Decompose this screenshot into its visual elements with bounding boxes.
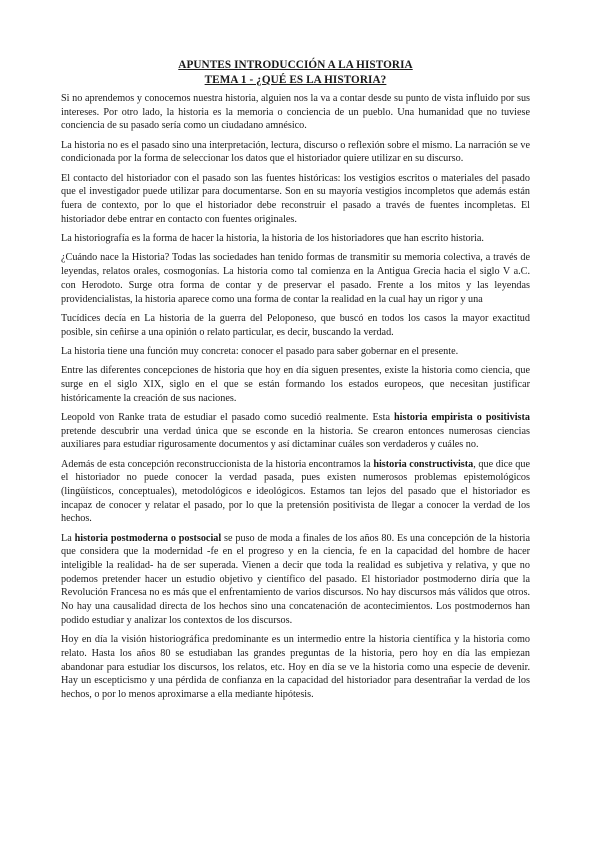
paragraph-11 [61, 532, 530, 628]
paragraph-1: Si no aprendemos y conocemos nuestra historia, alguien nos la va a contar desde su punto de vista influido por sus intereses. Por otro lado, la historia es la memoria o conciencia de un pueblo. Una humanidad que no tuviese conciencia de su pasado sería como un ciudadano amnésico. [61, 93, 530, 132]
paragraph-11-text-b: se puso de moda a finales de los años 80. Es una concepción de la historia que considera que la modernidad -fe en el progreso y en la ciencia, fe en la capacidad del hombre de hacer inteligible la realidad- ha de ser superada. Vienen a decir que toda la realidad es subjetiva y relativa, y que no podemos pretender hacer un estudio objetivo y científico del pasado. El historiador postmoderno diría que la Revolución Francesa no es más que el enfrentamiento de varios discursos. No hay discursos más válidos que otros. No hay una causalidad directa de los hechos sino una concatenación de acontecimientos. Los postmodernos han podido estudiar y analizar los contextos de los discursos. [61, 532, 530, 626]
paragraph-9-text-b: pretende descubrir una verdad única que se esconde en la historia. Se crearon entonces numerosas ciencias auxiliares para estudiar rigurosamente documentos y así dictaminar cuáles son verdaderos y cuáles no. [61, 425, 530, 451]
paragraph-10 [61, 458, 530, 527]
paragraph-12: Hoy en día la visión historiográfica predominante es un intermedio entre la historia científica y la historia como relato. Hasta los años 80 se estudiaban las grandes preguntas de la historia, pero hoy en día las empiezan abandonar para estudiar los discursos, los relatos, etc. Hoy en día se ve la historia como una especie de devenir. Hay un escepticismo y una pérdida de confianza en la capacidad del historiador para desentrañar la verdad de los hechos, o por lo menos aproximarse a ella mediante hipótesis. [61, 634, 530, 700]
document-subtitle: TEMA 1 - ¿QUÉ ES LA HISTORIA? [204, 74, 387, 86]
term-empirista: historia empirista o positivista [394, 411, 530, 423]
term-constructivista: historia constructivista [373, 458, 474, 470]
paragraph-9 [61, 411, 530, 452]
paragraph-8: Entre las diferentes concepciones de historia que hoy en día siguen presentes, existe la historia como ciencia, que surge en el siglo XIX, siglo en el que se están formando los estados europeos, que necesitan justificar históricamente la creación de sus naciones. [61, 365, 530, 404]
term-postmoderna: historia postmoderna o postsocial [74, 532, 222, 544]
paragraph-6: Tucídices decía en La historia de la guerra del Peloponeso, que buscó en todos los casos la mayor exactitud posible, sin ceñirse a una opinión o relato particular, es decir, buscando la verdad. [61, 312, 530, 338]
document-page [61, 58, 530, 707]
paragraph-11-text-a: La [61, 532, 75, 544]
paragraph-7: La historia tiene una función muy concreta: conocer el pasado para saber gobernar en el presente. [61, 345, 459, 357]
paragraph-2: La historia no es el pasado sino una interpretación, lectura, discurso o reflexión sobre el mismo. La narración se ve condicionada por la forma de seleccionar los datos que el historiador quiere utilizar en su discurso. [61, 139, 530, 165]
paragraph-10-text-a: Además de esta concepción reconstruccionista de la historia encontramos la [61, 458, 374, 470]
paragraph-3: El contacto del historiador con el pasado son las fuentes históricas: los vestigios escritos o materiales del pasado que el investigador puede utilizar para documentarse. Son en su mayoría vestigios incompletos que además están fuera de contexto, por lo que el historiador debe reconstruir el pasado a través de fuentes incompletas. El historiador debe entrar en contacto con fuentes originales. [61, 172, 530, 225]
paragraph-5: ¿Cuándo nace la Historia? Todas las sociedades han tenido formas de transmitir su memoria colectiva, a través de leyendas, relatos orales, cosmogonías. La historia como tal comienza en la Antigua Grecia hacia el siglo V a.C. con Herodoto. Surge otra forma de contar y de preservar el pasado. Frente a los mitos y las leyendas providencialistas, la historia aparece como una forma de contar la realidad en la cual hay un rigor y una [61, 252, 530, 305]
paragraph-4: La historiografía es la forma de hacer la historia, la historia de los historiadores que han escrito historia. [61, 233, 484, 245]
paragraph-9-text-a: Leopold von Ranke trata de estudiar el pasado como sucedió realmente. Esta [61, 411, 395, 423]
document-title: APUNTES INTRODUCCIÓN A LA HISTORIA [178, 59, 413, 71]
paragraph-10-text-b: , que dice que el historiador no puede conocer la verdad pasada, pues existen numerosos problemas epistemológicos (lingüísticos, conceptuales), metodológicos e ideológicos. Estamos tan lejos del pasado que el historiador es incapaz de conocer y relatar el pasado, por lo que la pretensión positivista de llegar a conocer la verdad de los hechos. [61, 458, 531, 525]
